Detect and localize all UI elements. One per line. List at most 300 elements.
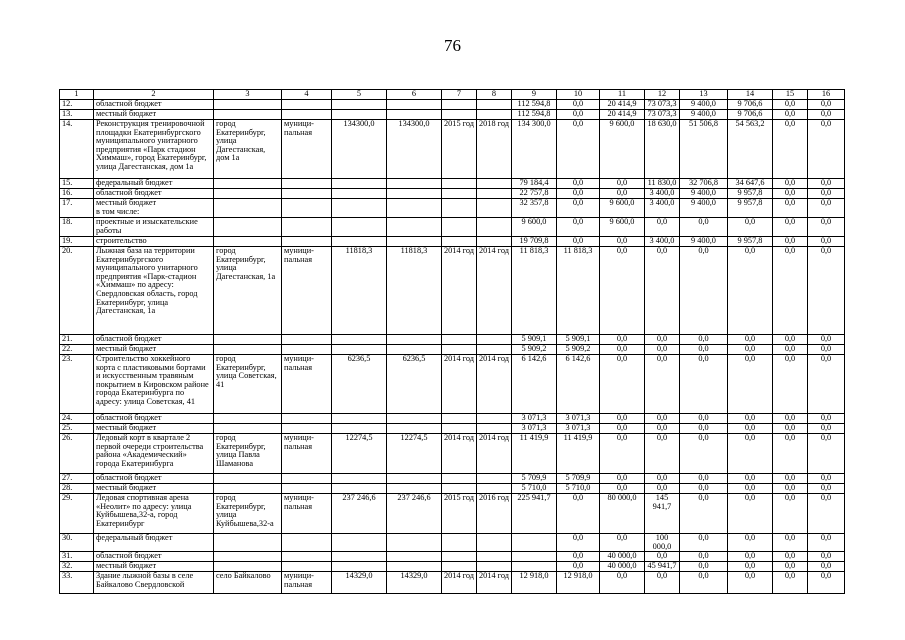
table-cell: 5 710,0 [512, 484, 557, 494]
table-cell: 0,0 [728, 494, 773, 534]
table-cell: 0,0 [557, 179, 600, 189]
table-cell: 5 909,2 [557, 345, 600, 355]
table-cell: 73 073,3 [645, 110, 680, 120]
table-cell: 0,0 [773, 199, 808, 218]
table-cell [214, 484, 282, 494]
table-cell [214, 218, 282, 237]
table-cell: местный бюджет [94, 562, 214, 572]
table-cell: 16. [60, 189, 94, 199]
table-cell [282, 179, 332, 189]
table-cell: 9 600,0 [600, 120, 645, 179]
table-row [60, 534, 845, 552]
table-cell: 0,0 [680, 474, 728, 484]
table-cell: 134300,0 [332, 120, 387, 179]
table-cell [332, 414, 387, 424]
table-row [60, 100, 845, 110]
table-cell: 2014 год [442, 572, 477, 594]
table-cell: город Екатеринбург, улица Павла Шаманова [214, 434, 282, 474]
table-cell [214, 552, 282, 562]
table-cell: проектные и изыскательские работы [94, 218, 214, 237]
table-cell: федеральный бюджет [94, 534, 214, 552]
table-cell: 9 706,6 [728, 100, 773, 110]
table-row [60, 218, 845, 237]
table-cell: 9 957,8 [728, 237, 773, 247]
table-cell: 237 246,6 [387, 494, 442, 534]
column-header: 11 [600, 90, 645, 100]
table-cell [387, 534, 442, 552]
table-cell: 0,0 [773, 572, 808, 594]
table-cell: 2014 год [442, 434, 477, 474]
table-cell: 0,0 [557, 237, 600, 247]
table-cell [214, 424, 282, 434]
table-cell: 0,0 [557, 189, 600, 199]
table-cell: 0,0 [600, 534, 645, 552]
table-cell: областной бюджет [94, 414, 214, 424]
table-cell [387, 335, 442, 345]
column-header: 4 [282, 90, 332, 100]
table-cell [282, 335, 332, 345]
table-cell: 0,0 [773, 345, 808, 355]
table-cell [477, 345, 512, 355]
table-cell: 11818,3 [332, 247, 387, 335]
table-cell: 0,0 [645, 484, 680, 494]
table-cell: 14329,0 [387, 572, 442, 594]
table-cell [282, 100, 332, 110]
table-cell: 2014 год [442, 247, 477, 335]
table-row [60, 572, 845, 594]
table-cell: 145 941,7 [645, 494, 680, 534]
table-cell: 0,0 [728, 572, 773, 594]
table-cell [332, 484, 387, 494]
table-cell [332, 424, 387, 434]
table-cell [387, 474, 442, 484]
table-row [60, 494, 845, 534]
table-cell [442, 484, 477, 494]
table-cell: 11 419,9 [557, 434, 600, 474]
table-cell: 0,0 [773, 434, 808, 474]
table-cell: 6 142,6 [512, 355, 557, 414]
table-cell: город Екатеринбург, улица Дагестанская, дом 1а [214, 120, 282, 179]
table-cell: 5 709,9 [557, 474, 600, 484]
table-cell: 0,0 [808, 218, 845, 237]
table-row [60, 414, 845, 424]
table-cell: 18. [60, 218, 94, 237]
table-cell: 112 594,8 [512, 110, 557, 120]
table-cell: 0,0 [557, 110, 600, 120]
table-cell: 0,0 [773, 562, 808, 572]
table-cell: 2014 год [477, 434, 512, 474]
table-cell [282, 218, 332, 237]
table-cell [214, 237, 282, 247]
table-row [60, 552, 845, 562]
table-cell: 9 400,0 [680, 199, 728, 218]
table-row [60, 110, 845, 120]
table-cell [282, 562, 332, 572]
table-cell: 0,0 [728, 562, 773, 572]
table-cell [442, 179, 477, 189]
page-number: 76 [444, 36, 461, 55]
table-cell: местный бюджет [94, 345, 214, 355]
table-cell: 12 918,0 [512, 572, 557, 594]
table-cell: 22. [60, 345, 94, 355]
table-row [60, 120, 845, 179]
table-cell [332, 189, 387, 199]
table-cell: 0,0 [600, 189, 645, 199]
table-cell: 9 600,0 [600, 199, 645, 218]
table-cell: 0,0 [600, 414, 645, 424]
table-cell: 0,0 [773, 247, 808, 335]
table-cell: 0,0 [728, 424, 773, 434]
table-cell: 0,0 [645, 414, 680, 424]
table-cell [442, 562, 477, 572]
table-cell [282, 474, 332, 484]
table-cell: 0,0 [728, 434, 773, 474]
table-cell [332, 345, 387, 355]
table-cell: 0,0 [680, 355, 728, 414]
table-cell [477, 424, 512, 434]
table-cell [442, 424, 477, 434]
table-cell [442, 189, 477, 199]
table-cell: 0,0 [557, 100, 600, 110]
table-cell [387, 562, 442, 572]
table-cell: 0,0 [645, 474, 680, 484]
header-row [60, 90, 845, 100]
table-cell: 2015 год [442, 494, 477, 534]
table-cell: 32. [60, 562, 94, 572]
table-cell: 0,0 [808, 434, 845, 474]
table-cell: 6 142,6 [557, 355, 600, 414]
table-cell [214, 534, 282, 552]
table-row [60, 474, 845, 484]
table-cell: 17. [60, 199, 94, 218]
table-cell: 0,0 [680, 534, 728, 552]
table-cell: Строительство хоккейного корта с пластиковыми бортами и искусственным травяным покрытием в Кировском районе города Екатеринбурга по адресу: улица Советская, 41 [94, 355, 214, 414]
column-header: 9 [512, 90, 557, 100]
table-cell [282, 534, 332, 552]
table-cell [477, 484, 512, 494]
table-cell: 0,0 [808, 199, 845, 218]
table-cell [282, 110, 332, 120]
table-cell [387, 179, 442, 189]
table-cell: 11 818,3 [557, 247, 600, 335]
table-cell [477, 562, 512, 572]
table-cell [282, 199, 332, 218]
column-header: 15 [773, 90, 808, 100]
table-cell: 134 300,0 [512, 120, 557, 179]
table-cell: 0,0 [808, 484, 845, 494]
table-cell: 0,0 [680, 335, 728, 345]
table-cell: 0,0 [600, 572, 645, 594]
table-cell [442, 199, 477, 218]
table-cell: 20 414,9 [600, 110, 645, 120]
table-cell: муници- пальная [282, 572, 332, 594]
table-cell: 0,0 [808, 355, 845, 414]
table-row [60, 189, 845, 199]
table-cell: 5 710,0 [557, 484, 600, 494]
table-cell [387, 199, 442, 218]
table-cell: 0,0 [773, 110, 808, 120]
table-cell [387, 100, 442, 110]
table-cell: 0,0 [773, 474, 808, 484]
table-cell: 0,0 [808, 424, 845, 434]
table-cell [442, 335, 477, 345]
table-cell: муници- пальная [282, 355, 332, 414]
table-cell: 0,0 [773, 552, 808, 562]
column-header: 10 [557, 90, 600, 100]
table-cell: 24. [60, 414, 94, 424]
table-cell: 13. [60, 110, 94, 120]
table-cell [442, 237, 477, 247]
table-cell: 0,0 [773, 100, 808, 110]
table-cell [214, 345, 282, 355]
table-row [60, 237, 845, 247]
table-cell: 2014 год [477, 572, 512, 594]
table-cell: 0,0 [773, 189, 808, 199]
table-cell: 0,0 [645, 355, 680, 414]
table-row [60, 424, 845, 434]
table-cell: 0,0 [557, 218, 600, 237]
table-cell: 11818,3 [387, 247, 442, 335]
table-cell: 14329,0 [332, 572, 387, 594]
table-cell [477, 474, 512, 484]
column-header: 12 [645, 90, 680, 100]
table-cell: 6236,5 [332, 355, 387, 414]
table-cell: 0,0 [808, 247, 845, 335]
table-cell: 9 957,8 [728, 189, 773, 199]
table-cell: 0,0 [680, 484, 728, 494]
table-cell: 0,0 [600, 237, 645, 247]
table-cell: 21. [60, 335, 94, 345]
table-cell: 9 400,0 [680, 110, 728, 120]
table-cell: муници- пальная [282, 434, 332, 474]
table-cell [442, 110, 477, 120]
table-cell: 0,0 [680, 218, 728, 237]
table-cell: 0,0 [773, 237, 808, 247]
table-cell [387, 552, 442, 562]
table-cell [442, 345, 477, 355]
table-cell: федеральный бюджет [94, 179, 214, 189]
table-cell [477, 100, 512, 110]
table-cell: 2014 год [477, 355, 512, 414]
table-cell: 0,0 [773, 424, 808, 434]
table-cell: 15. [60, 179, 94, 189]
table-cell [282, 484, 332, 494]
table-cell: 9 400,0 [680, 189, 728, 199]
table-cell [214, 199, 282, 218]
table-cell: 9 600,0 [512, 218, 557, 237]
table-cell: местный бюджет [94, 484, 214, 494]
table-cell: 23. [60, 355, 94, 414]
table-cell: 237 246,6 [332, 494, 387, 534]
table-cell: 11 818,3 [512, 247, 557, 335]
table-cell: 0,0 [808, 474, 845, 484]
table-cell: областной бюджет [94, 100, 214, 110]
table-cell: 0,0 [680, 424, 728, 434]
table-row [60, 335, 845, 345]
table-cell: 0,0 [680, 562, 728, 572]
table-cell [442, 534, 477, 552]
table-cell: 0,0 [773, 179, 808, 189]
table-cell: 12274,5 [387, 434, 442, 474]
table-cell: 0,0 [773, 218, 808, 237]
table-cell: 9 957,8 [728, 199, 773, 218]
column-header: 2 [94, 90, 214, 100]
table-cell: 79 184,4 [512, 179, 557, 189]
table-cell [332, 335, 387, 345]
table-cell: 0,0 [773, 335, 808, 345]
table-cell: 9 600,0 [600, 218, 645, 237]
table-cell: 0,0 [728, 218, 773, 237]
table-cell: 0,0 [680, 552, 728, 562]
table-cell: 0,0 [808, 572, 845, 594]
table-cell [332, 199, 387, 218]
table-cell [214, 474, 282, 484]
table-cell: Лыжная база на территории Екатеринбургского муниципального унитарного предприятия «Парк-стадион «Химмаш» по адресу: Свердловская область, город Екатеринбург, улица Дагестанская, 1а [94, 247, 214, 335]
table-cell: 0,0 [728, 345, 773, 355]
table-cell: 40 000,0 [600, 562, 645, 572]
table-cell: 27. [60, 474, 94, 484]
table-cell: село Байкалово [214, 572, 282, 594]
table-cell: местный бюджет [94, 424, 214, 434]
table-cell [332, 474, 387, 484]
table-cell: 0,0 [557, 534, 600, 552]
table-cell [442, 218, 477, 237]
table-cell: Ледовая спортивная арена «Неолит» по адресу: улица Куйбышева,32-а, город Екатеринбург [94, 494, 214, 534]
table-cell [442, 552, 477, 562]
table-cell: 3 071,3 [557, 414, 600, 424]
table-cell: областной бюджет [94, 335, 214, 345]
table-cell: 5 709,9 [512, 474, 557, 484]
table-cell: 9 400,0 [680, 237, 728, 247]
table-cell: 28. [60, 484, 94, 494]
table-cell [214, 110, 282, 120]
table-cell: 112 594,8 [512, 100, 557, 110]
table-cell [477, 199, 512, 218]
table-cell [387, 414, 442, 424]
table-cell: 12 918,0 [557, 572, 600, 594]
table-cell: 18 630,0 [645, 120, 680, 179]
table-cell [332, 562, 387, 572]
table-cell [332, 534, 387, 552]
column-header: 16 [808, 90, 845, 100]
table-cell: 0,0 [808, 562, 845, 572]
table-cell [387, 110, 442, 120]
table-row [60, 355, 845, 414]
table-cell: местный бюджет в том числе: [94, 199, 214, 218]
table-cell: 73 073,3 [645, 100, 680, 110]
table-cell: 19 709,8 [512, 237, 557, 247]
table-cell [512, 534, 557, 552]
table-cell: 0,0 [808, 237, 845, 247]
table-cell: 2014 год [477, 247, 512, 335]
table-row [60, 562, 845, 572]
table-cell: 0,0 [600, 434, 645, 474]
table-cell: 80 000,0 [600, 494, 645, 534]
table-cell: 0,0 [645, 218, 680, 237]
table-cell: 0,0 [808, 179, 845, 189]
table-cell [477, 237, 512, 247]
table-cell: 0,0 [773, 120, 808, 179]
table-cell [477, 534, 512, 552]
table-cell: 14. [60, 120, 94, 179]
table-cell [282, 414, 332, 424]
table-cell [477, 414, 512, 424]
data-table [59, 89, 845, 594]
table-cell: областной бюджет [94, 474, 214, 484]
column-header: 6 [387, 90, 442, 100]
table-cell: 9 706,6 [728, 110, 773, 120]
table-cell: 11 830,0 [645, 179, 680, 189]
table-cell: 26. [60, 434, 94, 474]
table-cell: 0,0 [680, 414, 728, 424]
table-cell: 0,0 [808, 534, 845, 552]
table-cell: муници- пальная [282, 247, 332, 335]
table-cell [214, 414, 282, 424]
table-cell: Реконструкция тренировочной площадки Екатеринбургского муниципального унитарного предприятия «Парк стадион Химмаш», город Екатеринбург, улица Дагестанская, дом 1а [94, 120, 214, 179]
table-cell: 0,0 [728, 247, 773, 335]
table-cell: 3 071,3 [557, 424, 600, 434]
table-cell [442, 474, 477, 484]
table-cell: 30. [60, 534, 94, 552]
table-cell: 0,0 [600, 424, 645, 434]
table-cell: 33. [60, 572, 94, 594]
table-cell: 0,0 [808, 345, 845, 355]
table-cell: 12. [60, 100, 94, 110]
column-header: 3 [214, 90, 282, 100]
table-cell: 2016 год [477, 494, 512, 534]
table-cell: 6236,5 [387, 355, 442, 414]
table-cell: 0,0 [645, 345, 680, 355]
table-cell: 5 909,2 [512, 345, 557, 355]
table-cell: 0,0 [557, 552, 600, 562]
table-row [60, 179, 845, 189]
table-cell: 3 400,0 [645, 189, 680, 199]
table-cell: 0,0 [728, 552, 773, 562]
table-cell: областной бюджет [94, 189, 214, 199]
table-cell: 0,0 [680, 345, 728, 355]
table-cell: 0,0 [680, 434, 728, 474]
table-cell [332, 218, 387, 237]
table-cell [512, 552, 557, 562]
table-cell: 134300,0 [387, 120, 442, 179]
table-cell: город Екатеринбург, улица Советская, 41 [214, 355, 282, 414]
column-header: 7 [442, 90, 477, 100]
table-cell: 5 909,1 [512, 335, 557, 345]
table-cell: 40 000,0 [600, 552, 645, 562]
table-cell: 22 757,8 [512, 189, 557, 199]
table-cell: 100 000,0 [645, 534, 680, 552]
table-cell [387, 237, 442, 247]
table-cell: 0,0 [600, 247, 645, 335]
table-cell: 0,0 [808, 494, 845, 534]
column-header: 8 [477, 90, 512, 100]
table-cell: 0,0 [728, 534, 773, 552]
table-cell: 9 400,0 [680, 100, 728, 110]
table-cell: 11 419,9 [512, 434, 557, 474]
table-cell: 0,0 [808, 100, 845, 110]
table-cell: 0,0 [600, 474, 645, 484]
table-cell [332, 110, 387, 120]
table-cell: 0,0 [728, 355, 773, 414]
table-cell: Ледовый корт в квартале 2 первой очереди строительства района «Академический» города Екатеринбурга [94, 434, 214, 474]
table-cell: 0,0 [808, 414, 845, 424]
table-cell [442, 414, 477, 424]
table-cell: 20. [60, 247, 94, 335]
table-cell: 0,0 [680, 572, 728, 594]
table-cell: 0,0 [773, 484, 808, 494]
table-cell: 5 909,1 [557, 335, 600, 345]
table-cell: муници- пальная [282, 494, 332, 534]
